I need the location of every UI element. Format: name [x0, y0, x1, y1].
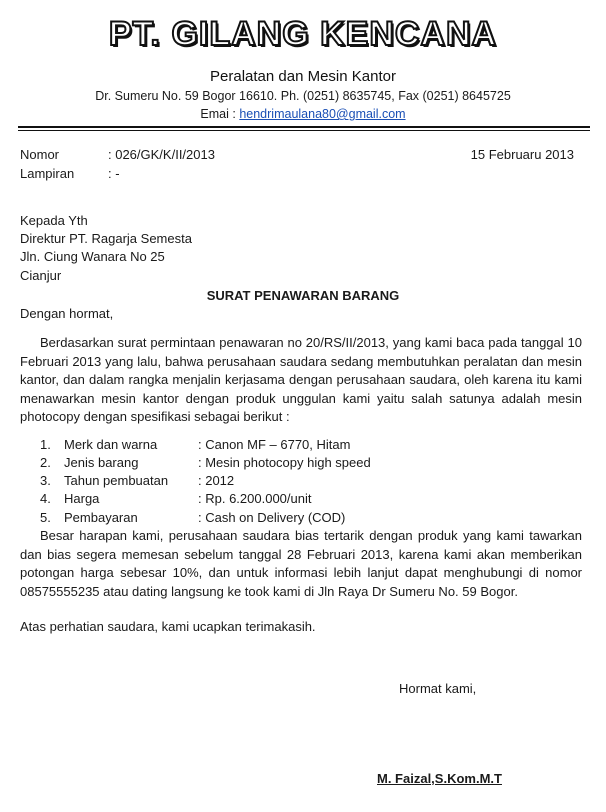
item-label: Jenis barang — [64, 455, 139, 470]
email-label: Emai : — [200, 107, 240, 121]
header-rule-thin — [18, 130, 590, 131]
lampiran-label: Lampiran — [20, 166, 75, 181]
lampiran-value: : - — [108, 166, 120, 181]
thanks-line: Atas perhatian saudara, kami ucapkan terimakasih. — [20, 619, 316, 634]
item-label: Pembayaran — [64, 510, 138, 525]
letter-date: 15 Februaru 2013 — [470, 147, 574, 162]
email-link[interactable]: hendrimaulana80@gmail.com — [239, 107, 406, 121]
item-value: : Cash on Delivery (COD) — [198, 510, 346, 525]
letter-title: SURAT PENAWARAN BARANG — [206, 288, 400, 303]
item-value: : Canon MF – 6770, Hitam — [198, 437, 351, 452]
signature-name: M. Faizal,S.Kom.M.T — [377, 771, 502, 786]
item-label: Harga — [64, 491, 100, 506]
item-number: 2. — [40, 455, 51, 470]
item-number: 4. — [40, 491, 51, 506]
signoff: Hormat kami, — [399, 681, 477, 696]
intro-paragraph: Berdasarkan surat permintaan penawaran no 20/RS/II/2013, yang kami baca pada tanggal 10 Februari 2013 yang lalu, bahwa perusahaan saudara sedang membutuhkan peralatan dan mesin kantor, dan dalam rangka menjalin kerjasama dengan perusahaan saudara, oleh karena itu kami menawarkan mesin kantor dengan produk unggulan kami yaitu salah satunya adalah mesin photocopy dengan spesifikasi sebagai berikut : — [20, 335, 582, 425]
greeting: Dengan hormat, — [20, 306, 114, 321]
recipient-line-3: Jln. Ciung Wanara No 25 — [20, 249, 165, 264]
email-line — [0, 107, 606, 121]
recipient-line-1: Kepada Yth — [20, 213, 88, 228]
company-name: PT. GILANG KENCANA — [108, 15, 498, 53]
item-number: 3. — [40, 473, 51, 488]
company-subtitle: Peralatan dan Mesin Kantor — [210, 68, 396, 85]
item-value: : Rp. 6.200.000/unit — [198, 491, 312, 506]
recipient-line-2: Direktur PT. Ragarja Semesta — [20, 231, 192, 246]
item-value: : Mesin photocopy high speed — [198, 455, 371, 470]
item-number: 1. — [40, 437, 51, 452]
item-label: Merk dan warna — [64, 437, 158, 452]
item-number: 5. — [40, 510, 51, 525]
closing-paragraph: Besar harapan kami, perusahaan saudara bias tertarik dengan produk yang kami tawarkan dan bias segera memesan sebelum tanggal 28 Februari 2013, karena kami akan memberikan potongan harga sebesar 10%, dan untuk informasi lebih lanjut dapat menghubungi di nomor 08575555235 atau dating langsung ke took kami di Jln Raya Dr Sumeru No. 59 Bogor. — [20, 528, 582, 599]
header-rule-thick — [18, 126, 590, 128]
recipient-line-4: Cianjur — [20, 268, 62, 283]
nomor-value: : 026/GK/K/II/2013 — [108, 147, 215, 162]
item-value: : 2012 — [198, 473, 235, 488]
company-address: Dr. Sumeru No. 59 Bogor 16610. Ph. (0251) 8635745, Fax (0251) 8645725 — [95, 89, 511, 103]
item-label: Tahun pembuatan — [64, 473, 169, 488]
nomor-label: Nomor — [20, 147, 60, 162]
